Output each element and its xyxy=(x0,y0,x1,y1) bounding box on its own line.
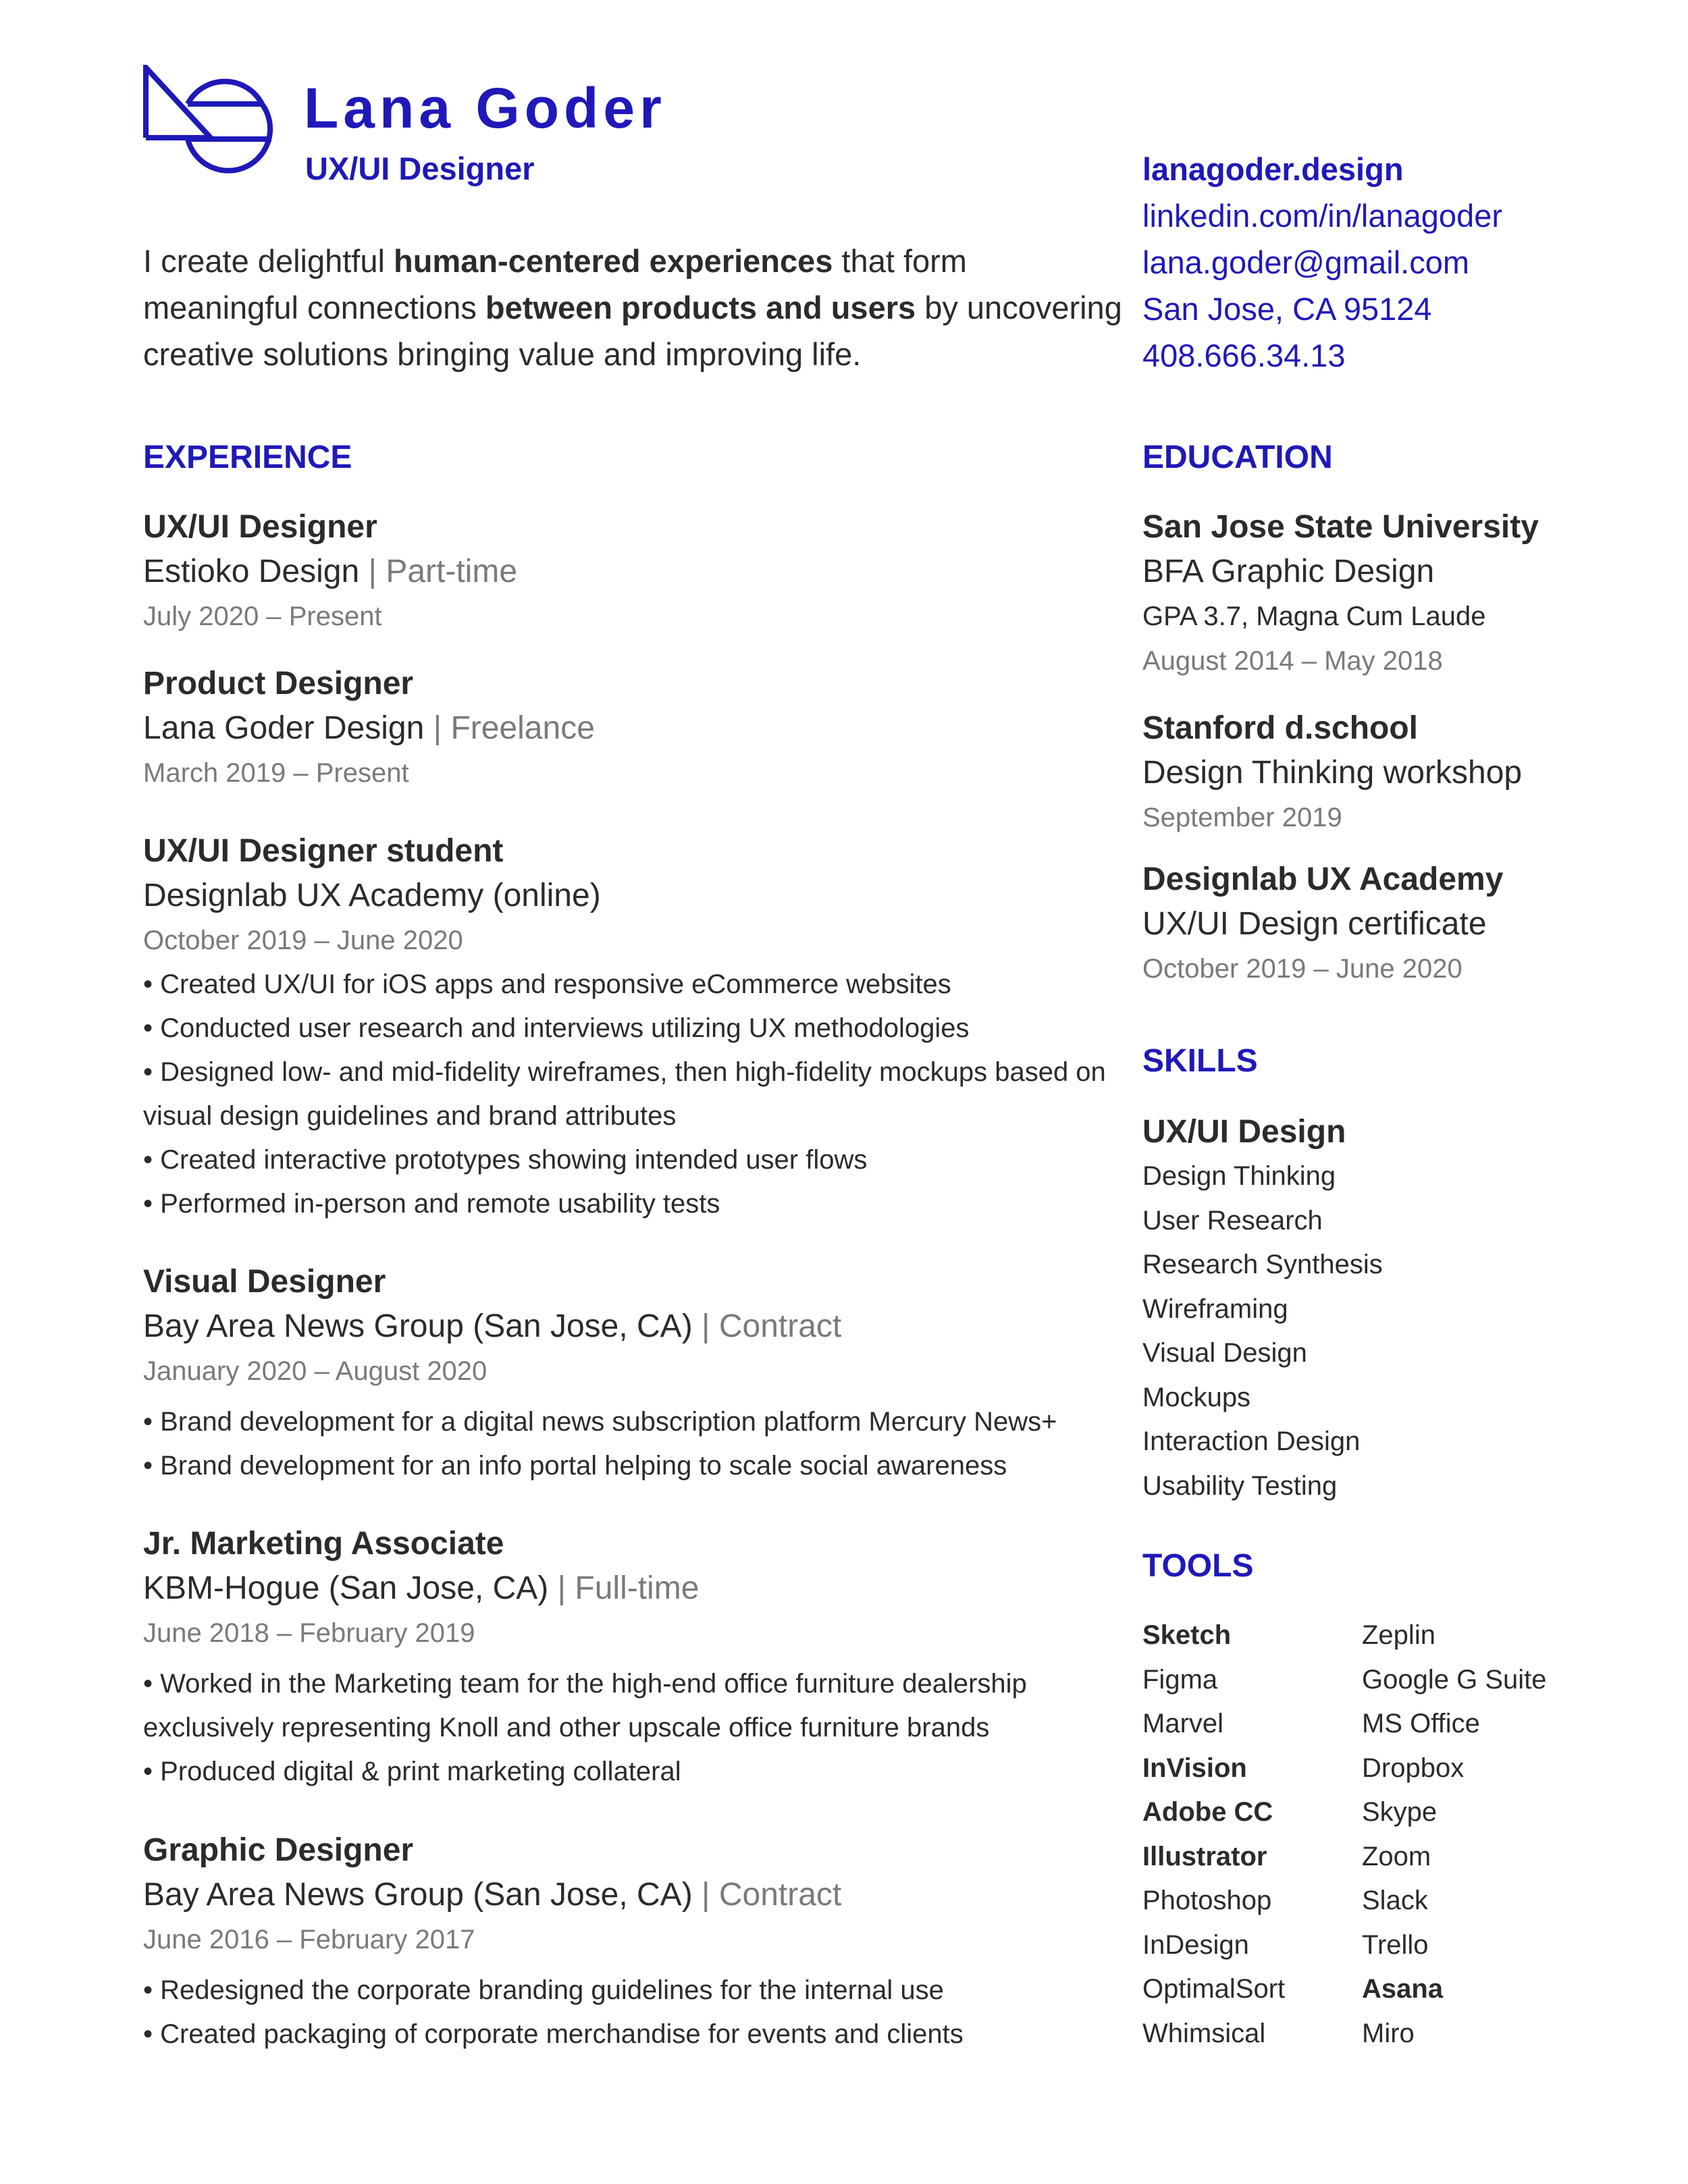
school-name: Stanford d.school xyxy=(1142,710,1418,746)
job-bullet: • Performed in-person and remote usability tests xyxy=(143,1182,1136,1226)
skills-category: UX/UI Design xyxy=(1142,1114,1346,1150)
job-dates: January 2020 – August 2020 xyxy=(143,1356,487,1386)
tool-item: Illustrator xyxy=(1142,1841,1267,1871)
education-entry xyxy=(1142,857,1656,991)
job-bullet: • Brand development for a digital news subscription platform Mercury News+ xyxy=(143,1400,1136,1444)
tool-row xyxy=(1142,1923,1656,1968)
tool-item: Asana xyxy=(1362,1974,1444,2004)
tools-heading: TOOLS xyxy=(1142,1548,1254,1584)
job-bullet: • Produced digital & print marketing collateral xyxy=(143,1750,1136,1794)
job-bullet: • Worked in the Marketing team for the high-end office furniture dealership exclusively representing Knoll and other upscale office furniture brands xyxy=(143,1662,1136,1750)
job-title: UX/UI Designer xyxy=(143,509,377,545)
skill-item: Usability Testing xyxy=(1142,1470,1338,1501)
skill-item: User Research xyxy=(1142,1205,1323,1235)
education-entry xyxy=(1142,505,1656,683)
tool-item: Zeplin xyxy=(1362,1620,1435,1650)
website-link[interactable]: lanagoder.design xyxy=(1142,151,1404,187)
job-entry xyxy=(143,505,517,639)
tool-item: Google G Suite xyxy=(1362,1664,1547,1695)
skills-heading: SKILLS xyxy=(1142,1043,1258,1079)
job-bullet: • Brand development for an info portal helping to scale social awareness xyxy=(143,1444,1136,1488)
location-text: San Jose, CA 95124 xyxy=(1142,291,1432,327)
tool-item: Slack xyxy=(1362,1886,1428,1915)
tool-item: Skype xyxy=(1362,1797,1438,1827)
education-heading: EDUCATION xyxy=(1142,440,1333,475)
job-company: Lana Goder Design | Freelance xyxy=(143,710,595,746)
tool-item: Whimsical xyxy=(1142,2018,1266,2048)
job-company: Bay Area News Group (San Jose, CA) | Contract xyxy=(143,1308,842,1344)
experience-heading: EXPERIENCE xyxy=(143,440,352,475)
tool-item: Zoom xyxy=(1362,1841,1431,1871)
job-entry xyxy=(143,1828,1136,2056)
job-dates: June 2016 – February 2017 xyxy=(143,1925,475,1954)
job-bullet: • Created interactive prototypes showing intended user flows xyxy=(143,1138,1136,1182)
email-link[interactable]: lana.goder@gmail.com xyxy=(1142,244,1469,280)
tool-row xyxy=(1142,1835,1656,1880)
job-bullet: • Conducted user research and interviews utilizing UX methodologies xyxy=(143,1007,1136,1050)
linkedin-link[interactable]: linkedin.com/in/lanagoder xyxy=(1142,198,1502,234)
skills-list xyxy=(1142,1110,1656,1508)
tool-item: Trello xyxy=(1362,1929,1429,1960)
job-company: Estioko Design | Part-time xyxy=(143,554,518,589)
degree: BFA Graphic Design xyxy=(1142,554,1435,589)
job-entry xyxy=(143,1522,1136,1794)
school-name: Designlab UX Academy xyxy=(1142,861,1504,897)
tool-row xyxy=(1142,1967,1656,2012)
tool-row xyxy=(1142,1702,1656,1747)
degree: UX/UI Design certificate xyxy=(1142,906,1487,942)
education-entry xyxy=(1142,706,1656,840)
job-title: Graphic Designer xyxy=(143,1832,414,1868)
job-entry xyxy=(143,1260,1136,1488)
job-dates: June 2018 – February 2019 xyxy=(143,1618,475,1648)
job-dates: July 2020 – Present xyxy=(143,602,382,631)
tool-item: OptimalSort xyxy=(1142,1974,1286,2004)
tool-row xyxy=(1142,1790,1656,1835)
tool-row xyxy=(1142,2012,1656,2056)
phone-link[interactable]: 408.666.34.13 xyxy=(1142,338,1346,373)
degree-note: GPA 3.7, Magna Cum Laude xyxy=(1142,602,1486,631)
job-title: Jr. Marketing Associate xyxy=(143,1526,504,1562)
education-dates: August 2014 – May 2018 xyxy=(1142,646,1443,676)
tool-item: Miro xyxy=(1362,2018,1415,2048)
job-entry xyxy=(143,829,1136,1226)
tool-row xyxy=(1142,1658,1656,1703)
job-entry xyxy=(143,662,595,795)
education-dates: September 2019 xyxy=(1142,803,1342,832)
tool-row xyxy=(1142,1879,1656,1923)
tool-item: MS Office xyxy=(1362,1709,1480,1738)
school-name: San Jose State University xyxy=(1142,509,1539,545)
tool-item: Figma xyxy=(1142,1664,1218,1695)
tool-item: InVision xyxy=(1142,1753,1247,1783)
skill-item: Visual Design xyxy=(1142,1338,1307,1368)
degree: Design Thinking workshop xyxy=(1142,755,1523,791)
job-company: Designlab UX Academy (online) xyxy=(143,878,601,913)
skill-item: Research Synthesis xyxy=(1142,1250,1383,1279)
skill-item: Mockups xyxy=(1142,1382,1251,1412)
skill-item: Interaction Design xyxy=(1142,1427,1361,1456)
lg-monogram-logo xyxy=(143,65,278,180)
job-company: KBM-Hogue (San Jose, CA) | Full-time xyxy=(143,1570,700,1606)
tool-row xyxy=(1142,1614,1656,1658)
job-bullet: • Created UX/UI for iOS apps and responsive eCommerce websites xyxy=(143,963,1136,1007)
tool-row xyxy=(1142,1747,1656,1791)
job-title: UX/UI Designer student xyxy=(143,833,504,869)
intro-summary: I create delightful human-centered experiences that form meaningful connections between products and users by uncovering creative solutions bringing value and improving life. xyxy=(143,243,1122,372)
job-dates: October 2019 – June 2020 xyxy=(143,926,463,955)
tool-item: InDesign xyxy=(1142,1929,1249,1960)
job-bullet: • Designed low- and mid-fidelity wireframes, then high-fidelity mockups based on visual design guidelines and brand attributes xyxy=(143,1050,1136,1138)
job-bullet: • Redesigned the corporate branding guidelines for the internal use xyxy=(143,1969,1136,2013)
tool-item: Adobe CC xyxy=(1142,1797,1273,1827)
job-dates: March 2019 – Present xyxy=(143,758,409,788)
tool-item: Dropbox xyxy=(1362,1753,1465,1783)
tools-grid xyxy=(1142,1614,1656,2056)
job-title: Product Designer xyxy=(143,666,414,701)
skill-item: Wireframing xyxy=(1142,1294,1288,1324)
skill-item: Design Thinking xyxy=(1142,1161,1336,1191)
education-dates: October 2019 – June 2020 xyxy=(1142,954,1462,984)
tool-item: Photoshop xyxy=(1142,1886,1272,1915)
job-bullet: • Created packaging of corporate merchandise for events and clients xyxy=(143,2013,1136,2056)
tool-item: Marvel xyxy=(1142,1709,1224,1738)
candidate-role: UX/UI Designer xyxy=(305,151,535,186)
job-company: Bay Area News Group (San Jose, CA) | Contract xyxy=(143,1877,842,1913)
tool-item: Sketch xyxy=(1142,1620,1232,1650)
contact-block xyxy=(1142,146,1502,379)
job-title: Visual Designer xyxy=(143,1264,386,1300)
candidate-name: Lana Goder xyxy=(304,76,666,140)
